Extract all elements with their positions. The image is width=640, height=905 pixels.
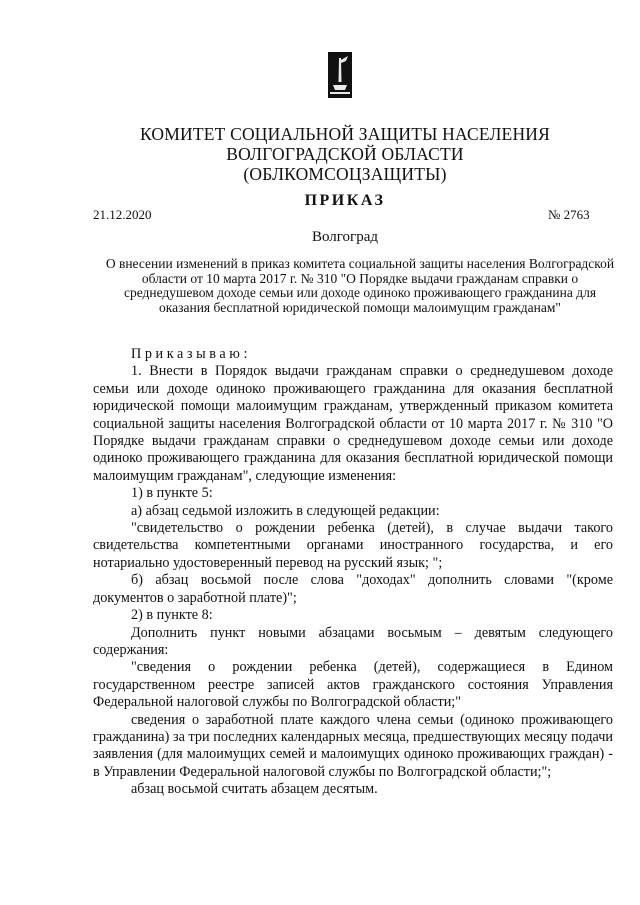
order-word: Приказываю: <box>131 346 251 362</box>
paragraph-6: 2) в пункте 8: <box>131 607 213 624</box>
paragraph-8: "сведения о рождении ребенка (детей), содержащиеся в Едином государственном реестре записей актов гражданского состояния Управления Федеральной налоговой службы по Волгоградской области;" <box>93 659 613 711</box>
organization-abbreviation: (ОБЛКОМСОЦЗАЩИТЫ) <box>243 164 447 184</box>
paragraph-3: а) абзац седьмой изложить в следующей редакции: <box>131 502 440 519</box>
paragraph-1: 1. Внести в Порядок выдачи гражданам справки о среднедушевом доходе семьи или доходе одиноко проживающего гражданина для оказания бесплатной юридической помощи малоимущим гражданам, утвержденный приказом комитета социальной защиты населения Волгоградской области от 10 марта 2017 г. № 310 "О Порядке выдачи гражданам справки о среднедушевом доходе семьи или доходе одиноко проживающего гражданина для оказания бесплатной юридической помощи малоимущим гражданам", следующие изменения: <box>93 363 613 484</box>
paragraph-2: 1) в пункте 5: <box>131 485 213 502</box>
paragraph-10: абзац восьмой считать абзацем десятым. <box>131 781 378 798</box>
organization-name-line-1: КОМИТЕТ СОЦИАЛЬНОЙ ЗАЩИТЫ НАСЕЛЕНИЯ <box>139 124 550 144</box>
document-body <box>93 346 613 799</box>
document-subject: О внесении изменений в приказ комитета социальной защиты населения Волгоградской области от 10 марта 2017 г. № 310 "О Порядке выдачи гражданам справки о среднедушевом доходе семьи или доходе одиноко проживающего гражданина для оказания бесплатной юридической помощи малоимущим гражданам" <box>105 256 615 315</box>
document-number: № 2763 <box>548 207 590 222</box>
coat-of-arms-emblem <box>328 52 352 98</box>
document-type-title: ПРИКАЗ <box>304 192 386 209</box>
document-date: 21.12.2020 <box>93 207 152 222</box>
paragraph-4: "свидетельство о рождении ребенка (детей), в случае выдачи такого свидетельства компетентными органами иностранного государства, и его нотариально удостоверенный перевод на русский язык; "; <box>93 520 613 571</box>
paragraph-7: Дополнить пункт новыми абзацами восьмым – девятым следующего содержания: <box>93 624 613 658</box>
document-city: Волгоград <box>311 229 378 245</box>
paragraph-5: б) абзац восьмой после слова "доходах" дополнить словами "(кроме документов о заработной плате)"; <box>93 572 613 606</box>
organization-name-line-2: ВОЛГОГРАДСКОЙ ОБЛАСТИ <box>226 144 464 164</box>
paragraph-9: сведения о заработной плате каждого члена семьи (одиноко проживающего гражданина) за три последних календарных месяца, предшествующих месяцу подачи заявления (для малоимущих семей и малоимущих одиноко проживающих граждан) - в Управлении Федеральной налоговой службы по Волгоградской области;"; <box>93 711 613 780</box>
